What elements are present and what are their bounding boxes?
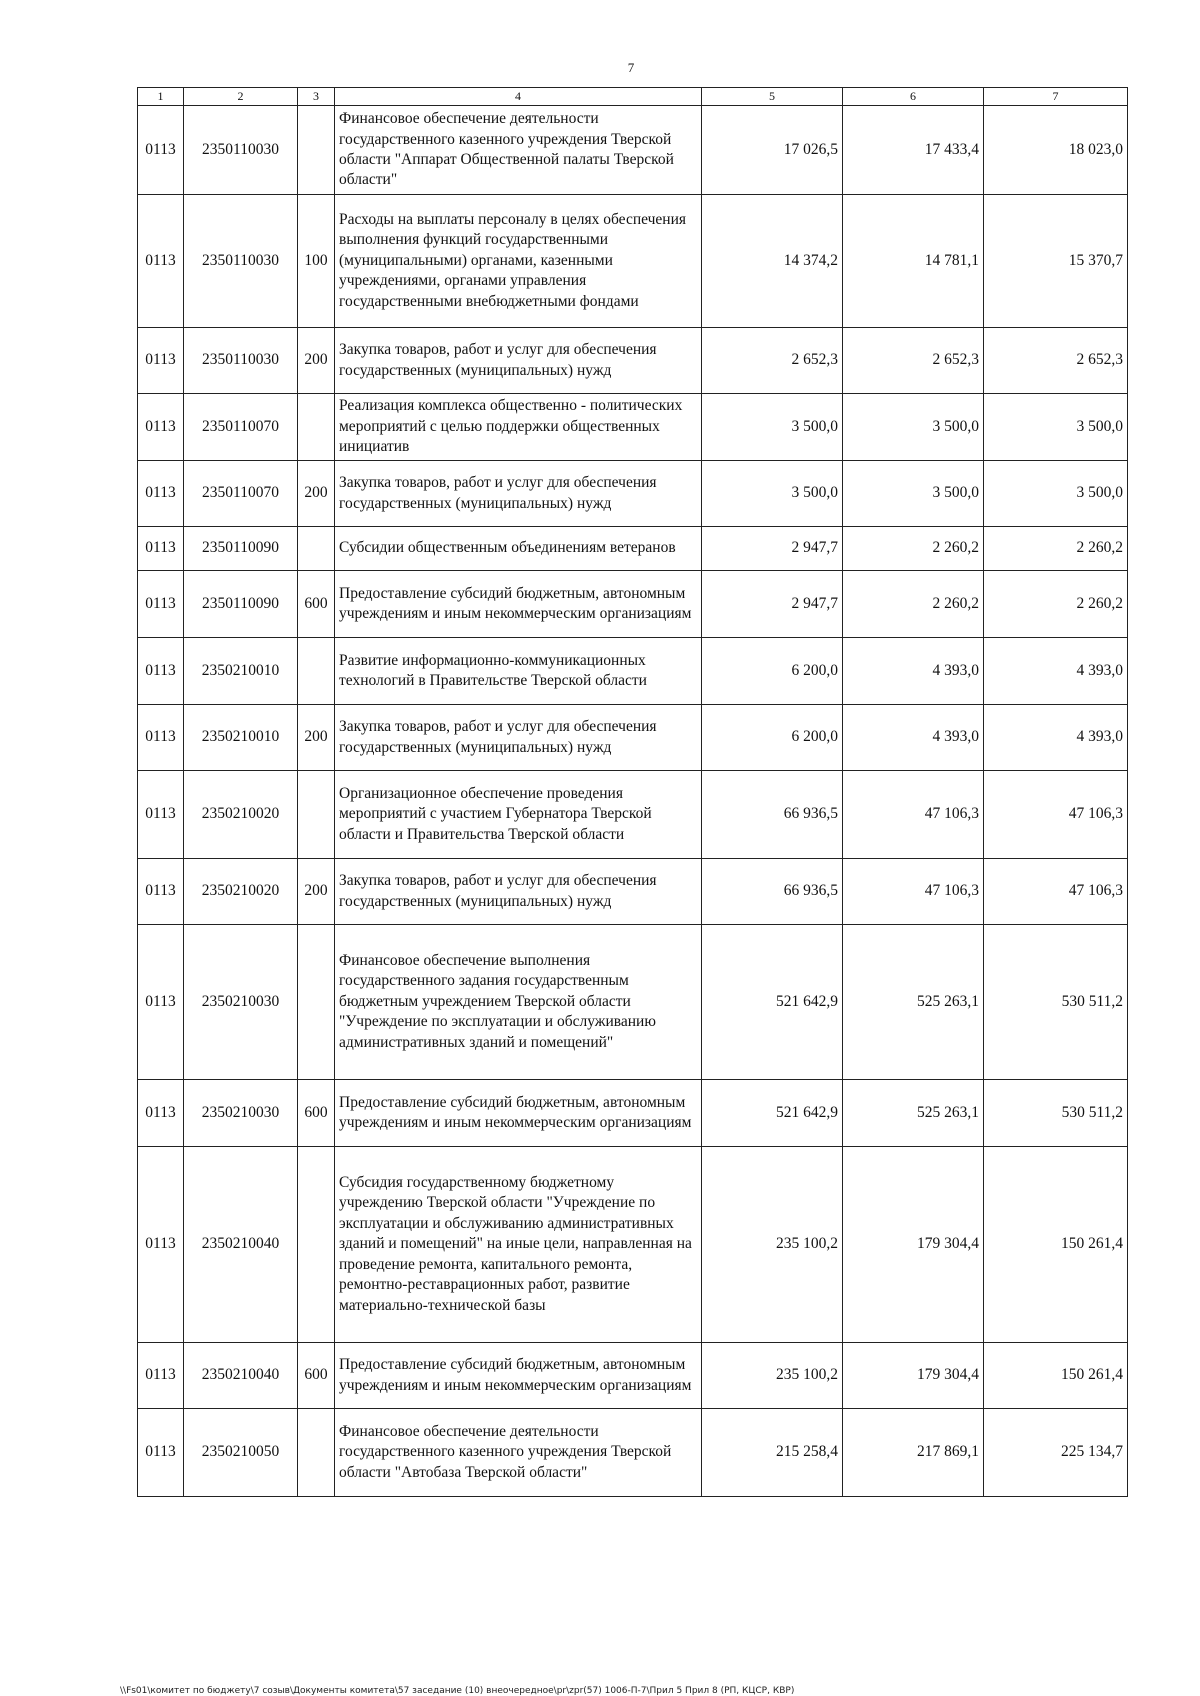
cell-year-3: 47 106,3	[984, 859, 1128, 925]
cell-name: Развитие информационно-коммуникационных технологий в Правительстве Тверской области	[335, 638, 702, 705]
cell-year-3: 150 261,4	[984, 1343, 1128, 1409]
cell-section: 0113	[138, 328, 184, 394]
cell-target-article: 2350110070	[184, 394, 298, 461]
cell-year-3: 530 511,2	[984, 925, 1128, 1080]
cell-year-2: 4 393,0	[843, 638, 984, 705]
table-row	[138, 1080, 1128, 1147]
cell-name: Закупка товаров, работ и услуг для обеспечения государственных (муниципальных) нужд	[335, 859, 702, 925]
cell-expense-type	[298, 106, 335, 195]
col-header-7: 7	[984, 88, 1128, 106]
cell-year-1: 6 200,0	[702, 638, 843, 705]
cell-year-2: 14 781,1	[843, 195, 984, 328]
cell-target-article: 2350210040	[184, 1343, 298, 1409]
budget-table	[137, 87, 1128, 1497]
cell-name: Закупка товаров, работ и услуг для обеспечения государственных (муниципальных) нужд	[335, 328, 702, 394]
cell-expense-type: 100	[298, 195, 335, 328]
cell-section: 0113	[138, 195, 184, 328]
cell-expense-type: 200	[298, 461, 335, 527]
cell-section: 0113	[138, 461, 184, 527]
cell-name: Закупка товаров, работ и услуг для обеспечения государственных (муниципальных) нужд	[335, 461, 702, 527]
table-row	[138, 771, 1128, 859]
cell-expense-type	[298, 527, 335, 571]
cell-year-1: 521 642,9	[702, 1080, 843, 1147]
cell-year-1: 2 947,7	[702, 527, 843, 571]
cell-expense-type: 600	[298, 1343, 335, 1409]
cell-target-article: 2350210050	[184, 1409, 298, 1497]
cell-section: 0113	[138, 527, 184, 571]
cell-name: Субсидия государственному бюджетному учреждению Тверской области "Учреждение по эксплуатации и обслуживанию административных зданий и помещений" на иные цели, направленная на проведение ремонта, капитального ремонта, ремонтно-реставрационных работ, развитие материально-технической базы	[335, 1147, 702, 1343]
cell-year-2: 47 106,3	[843, 771, 984, 859]
cell-name: Организационное обеспечение проведения мероприятий с участием Губернатора Тверской области и Правительства Тверской области	[335, 771, 702, 859]
table-row	[138, 925, 1128, 1080]
col-header-3: 3	[298, 88, 335, 106]
cell-section: 0113	[138, 106, 184, 195]
cell-year-2: 179 304,4	[843, 1147, 984, 1343]
cell-expense-type	[298, 638, 335, 705]
cell-expense-type	[298, 925, 335, 1080]
table-row	[138, 705, 1128, 771]
cell-year-2: 3 500,0	[843, 461, 984, 527]
cell-section: 0113	[138, 1147, 184, 1343]
cell-target-article: 2350210040	[184, 1147, 298, 1343]
cell-section: 0113	[138, 771, 184, 859]
cell-year-2: 2 260,2	[843, 527, 984, 571]
table-row	[138, 1147, 1128, 1343]
cell-target-article: 2350110030	[184, 106, 298, 195]
cell-name: Реализация комплекса общественно - политических мероприятий с целью поддержки общественных инициатив	[335, 394, 702, 461]
cell-year-3: 3 500,0	[984, 461, 1128, 527]
page-number: 7	[627, 60, 635, 75]
cell-year-1: 235 100,2	[702, 1343, 843, 1409]
footer-file-path: \\Fs01\комитет по бюджету\7 созыв\Документы комитета\57 заседание (10) внеочередное\pr\zpr(57) 1006-П-7\Прил 5 Прил 8 (РП, КЦСР, КВР)	[120, 1686, 795, 1696]
cell-target-article: 2350210010	[184, 638, 298, 705]
cell-name: Субсидии общественным объединениям ветеранов	[335, 527, 702, 571]
table-row	[138, 638, 1128, 705]
table-row	[138, 394, 1128, 461]
cell-year-1: 17 026,5	[702, 106, 843, 195]
table-row	[138, 1343, 1128, 1409]
cell-name: Закупка товаров, работ и услуг для обеспечения государственных (муниципальных) нужд	[335, 705, 702, 771]
table-row	[138, 461, 1128, 527]
cell-expense-type: 600	[298, 1080, 335, 1147]
table-row	[138, 328, 1128, 394]
cell-name: Финансовое обеспечение деятельности государственного казенного учреждения Тверской области "Автобаза Тверской области"	[335, 1409, 702, 1497]
cell-year-1: 215 258,4	[702, 1409, 843, 1497]
cell-name: Предоставление субсидий бюджетным, автономным учреждениям и иным некоммерческим организациям	[335, 571, 702, 638]
cell-year-3: 225 134,7	[984, 1409, 1128, 1497]
cell-name: Финансовое обеспечение деятельности государственного казенного учреждения Тверской области "Аппарат Общественной палаты Тверской области"	[335, 106, 702, 195]
cell-expense-type: 600	[298, 571, 335, 638]
cell-year-3: 3 500,0	[984, 394, 1128, 461]
cell-section: 0113	[138, 925, 184, 1080]
cell-year-1: 3 500,0	[702, 461, 843, 527]
cell-year-3: 2 260,2	[984, 527, 1128, 571]
cell-year-3: 4 393,0	[984, 638, 1128, 705]
cell-year-3: 2 260,2	[984, 571, 1128, 638]
cell-target-article: 2350210010	[184, 705, 298, 771]
cell-section: 0113	[138, 1080, 184, 1147]
cell-year-3: 47 106,3	[984, 771, 1128, 859]
table-row	[138, 1409, 1128, 1497]
cell-target-article: 2350210030	[184, 1080, 298, 1147]
table-row	[138, 527, 1128, 571]
cell-year-1: 2 652,3	[702, 328, 843, 394]
cell-year-1: 235 100,2	[702, 1147, 843, 1343]
cell-year-3: 15 370,7	[984, 195, 1128, 328]
cell-section: 0113	[138, 705, 184, 771]
cell-expense-type	[298, 1409, 335, 1497]
col-header-4: 4	[335, 88, 702, 106]
cell-year-1: 3 500,0	[702, 394, 843, 461]
table-row	[138, 195, 1128, 328]
cell-year-3: 2 652,3	[984, 328, 1128, 394]
table-row	[138, 859, 1128, 925]
cell-target-article: 2350110030	[184, 195, 298, 328]
cell-section: 0113	[138, 859, 184, 925]
cell-year-2: 47 106,3	[843, 859, 984, 925]
cell-year-3: 18 023,0	[984, 106, 1128, 195]
table-row	[138, 571, 1128, 638]
cell-expense-type: 200	[298, 328, 335, 394]
cell-year-1: 2 947,7	[702, 571, 843, 638]
cell-name: Предоставление субсидий бюджетным, автономным учреждениям и иным некоммерческим организациям	[335, 1080, 702, 1147]
cell-section: 0113	[138, 1409, 184, 1497]
cell-target-article: 2350110090	[184, 571, 298, 638]
cell-name: Расходы на выплаты персоналу в целях обеспечения выполнения функций государственными (муниципальными) органами, казенными учреждениями, органами управления государственными внебюджетными фондами	[335, 195, 702, 328]
cell-year-2: 17 433,4	[843, 106, 984, 195]
cell-expense-type: 200	[298, 705, 335, 771]
cell-year-2: 4 393,0	[843, 705, 984, 771]
cell-section: 0113	[138, 394, 184, 461]
cell-year-2: 525 263,1	[843, 925, 984, 1080]
cell-target-article: 2350110070	[184, 461, 298, 527]
cell-name: Предоставление субсидий бюджетным, автономным учреждениям и иным некоммерческим организациям	[335, 1343, 702, 1409]
cell-year-2: 2 260,2	[843, 571, 984, 638]
cell-target-article: 2350210020	[184, 859, 298, 925]
col-header-2: 2	[184, 88, 298, 106]
cell-year-1: 6 200,0	[702, 705, 843, 771]
col-header-1: 1	[138, 88, 184, 106]
col-header-6: 6	[843, 88, 984, 106]
cell-target-article: 2350110030	[184, 328, 298, 394]
table-row	[138, 106, 1128, 195]
cell-year-1: 66 936,5	[702, 771, 843, 859]
cell-expense-type	[298, 1147, 335, 1343]
cell-year-1: 521 642,9	[702, 925, 843, 1080]
cell-name: Финансовое обеспечение выполнения государственного задания государственным бюджетным учреждением Тверской области "Учреждение по эксплуатации и обслуживанию административных зданий и помещений"	[335, 925, 702, 1080]
cell-target-article: 2350210020	[184, 771, 298, 859]
cell-target-article: 2350110090	[184, 527, 298, 571]
cell-year-2: 525 263,1	[843, 1080, 984, 1147]
col-header-5: 5	[702, 88, 843, 106]
cell-year-2: 179 304,4	[843, 1343, 984, 1409]
cell-year-3: 4 393,0	[984, 705, 1128, 771]
cell-year-3: 150 261,4	[984, 1147, 1128, 1343]
cell-year-1: 66 936,5	[702, 859, 843, 925]
cell-expense-type	[298, 394, 335, 461]
cell-expense-type: 200	[298, 859, 335, 925]
cell-year-2: 217 869,1	[843, 1409, 984, 1497]
cell-section: 0113	[138, 1343, 184, 1409]
cell-target-article: 2350210030	[184, 925, 298, 1080]
cell-section: 0113	[138, 571, 184, 638]
cell-year-2: 2 652,3	[843, 328, 984, 394]
cell-year-1: 14 374,2	[702, 195, 843, 328]
cell-section: 0113	[138, 638, 184, 705]
cell-expense-type	[298, 771, 335, 859]
header-row	[138, 88, 1128, 106]
cell-year-2: 3 500,0	[843, 394, 984, 461]
cell-year-3: 530 511,2	[984, 1080, 1128, 1147]
